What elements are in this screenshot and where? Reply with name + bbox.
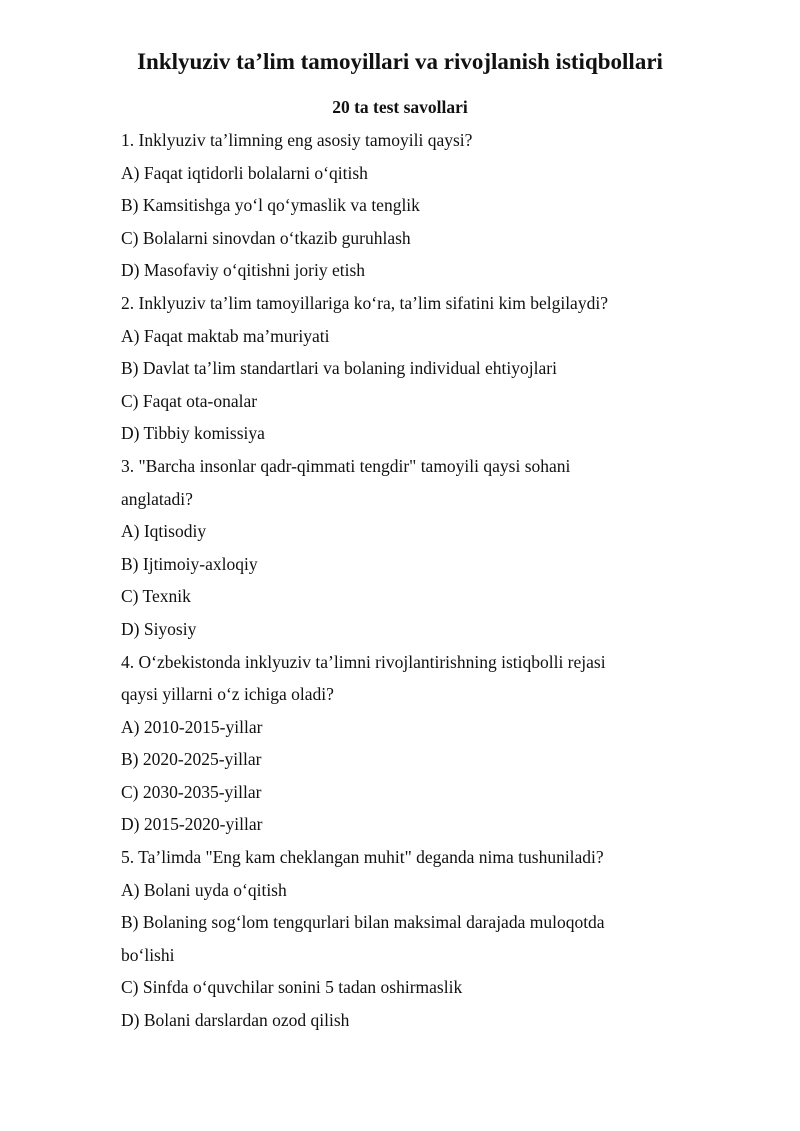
question-5-option-b: B) Bolaning sog‘lom tengqurlari bilan maksimal darajada muloqotda bbox=[121, 912, 605, 933]
question-4-option-d: D) 2015-2020-yillar bbox=[121, 814, 263, 835]
question-2-option-c: C) Faqat ota-onalar bbox=[121, 390, 258, 411]
question-3-option-b: B) Ijtimoiy-axloqiy bbox=[121, 553, 258, 574]
question-4-option-a: A) 2010-2015-yillar bbox=[121, 716, 263, 737]
question-1-option-b: B) Kamsitishga yo‘l qo‘ymaslik va tenglik bbox=[121, 195, 420, 216]
page-title: Inklyuziv ta’lim tamoyillari va rivojlanish istiqbollari bbox=[137, 49, 663, 74]
question-list bbox=[121, 124, 681, 1037]
question-3-option-c: C) Texnik bbox=[121, 586, 191, 607]
question-5-option-b-cont: bo‘lishi bbox=[121, 944, 175, 965]
question-1-option-d: D) Masofaviy o‘qitishni joriy etish bbox=[121, 260, 366, 281]
question-2-option-d: D) Tibbiy komissiya bbox=[121, 423, 265, 444]
question-2-option-b: B) Davlat ta’lim standartlari va bolaning individual ehtiyojlari bbox=[121, 358, 557, 379]
question-1-text: 1. Inklyuziv ta’limning eng asosiy tamoyili qaysi? bbox=[121, 130, 473, 150]
question-3-option-a: A) Iqtisodiy bbox=[121, 521, 207, 542]
question-1-option-a: A) Faqat iqtidorli bolalarni o‘qitish bbox=[121, 162, 368, 183]
page-subtitle: 20 ta test savollari bbox=[332, 97, 468, 117]
question-4-option-c: C) 2030-2035-yillar bbox=[121, 781, 262, 802]
question-2-text: 2. Inklyuziv ta’lim tamoyillariga ko‘ra, ta’lim sifatini kim belgilaydi? bbox=[121, 292, 608, 313]
question-4-text: 4. O‘zbekistonda inklyuziv ta’limni rivojlantirishning istiqbolli rejasi bbox=[121, 651, 606, 672]
question-3-text: 3. "Barcha insonlar qadr-qimmati tengdir" tamoyili qaysi sohani bbox=[121, 455, 571, 476]
question-5-option-a: A) Bolani uyda o‘qitish bbox=[121, 879, 287, 900]
question-3-text-cont: anglatadi? bbox=[121, 488, 193, 509]
question-1-option-c: C) Bolalarni sinovdan o‘tkazib guruhlash bbox=[121, 227, 411, 248]
question-5-option-c: C) Sinfda o‘quvchilar sonini 5 tadan oshirmaslik bbox=[121, 977, 463, 998]
question-2-option-a: A) Faqat maktab ma’muriyati bbox=[121, 325, 330, 346]
question-3-option-d: D) Siyosiy bbox=[121, 618, 197, 639]
question-5-option-d: D) Bolani darslardan ozod qilish bbox=[121, 1010, 350, 1031]
question-5-text: 5. Ta’limda "Eng kam cheklangan muhit" deganda nima tushuniladi? bbox=[121, 847, 604, 868]
question-4-option-b: B) 2020-2025-yillar bbox=[121, 749, 262, 770]
question-4-text-cont: qaysi yillarni o‘z ichiga oladi? bbox=[121, 684, 334, 705]
